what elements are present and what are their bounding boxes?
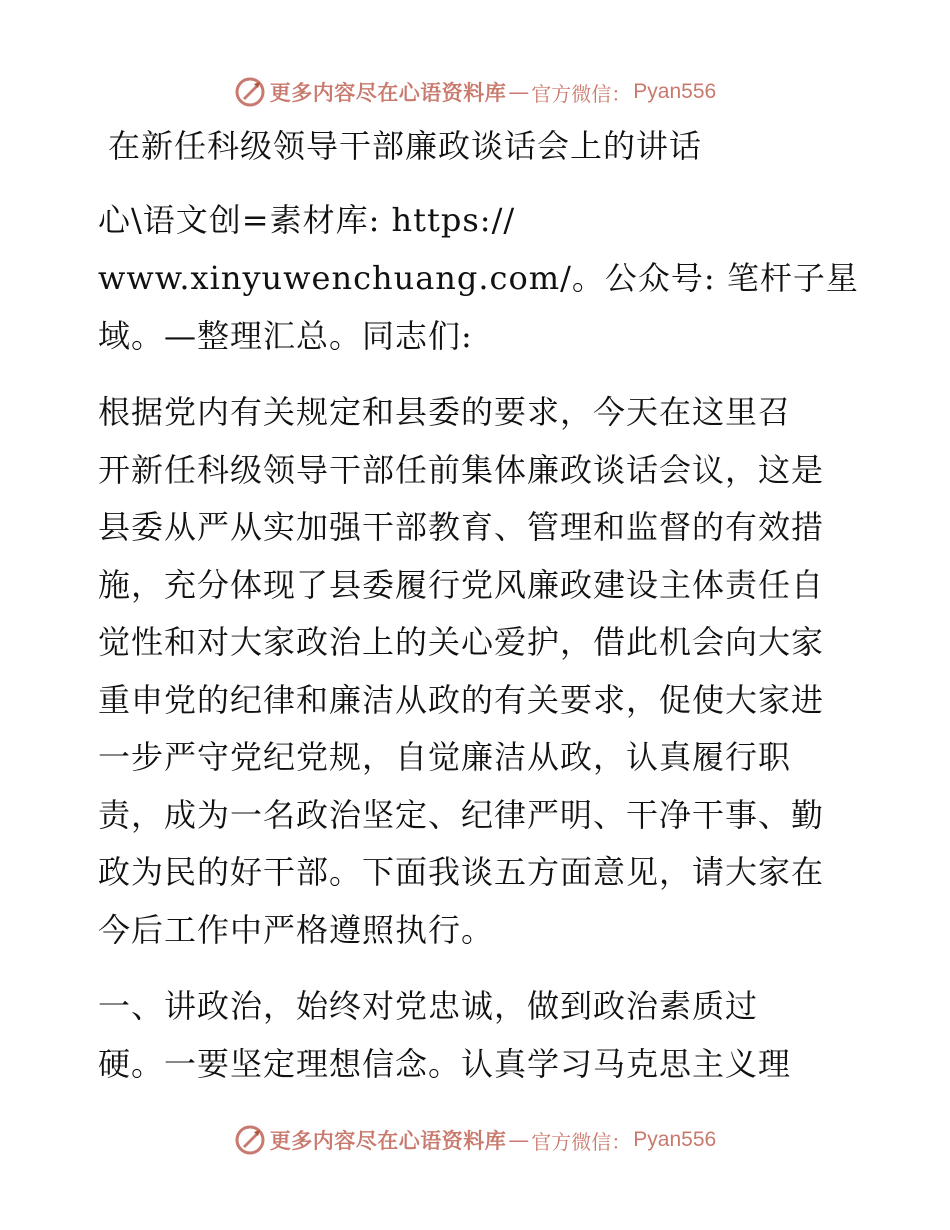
body-line: 政为民的好干部。下面我谈五方面意见，请大家在 — [98, 853, 825, 891]
body-line: 一、讲政治，始终对党忠诚，做到政治素质过 — [98, 987, 759, 1025]
watermark-channel-label: 官方微信： — [531, 1129, 632, 1154]
watermark-brand-text: 更多内容尽在心语资料库 — [269, 81, 507, 105]
top-watermark-banner — [0, 72, 950, 112]
document-title: 在新任科级领导干部廉政谈话会上的讲话 — [108, 127, 703, 165]
body-line: 一步严守党纪党规，自觉廉洁从政，认真履行职 — [98, 738, 792, 776]
bottom-watermark-banner — [0, 1120, 950, 1160]
quill-logo-icon — [234, 76, 266, 108]
body-line: 今后工作中严格遵照执行。 — [98, 911, 495, 949]
quill-logo-icon — [234, 1124, 266, 1156]
body-line: www.xinyuwenchuang.com/。公众号: 笔杆子星 — [98, 259, 859, 297]
body-line: 重申党的纪律和廉洁从政的有关要求，促使大家进 — [98, 681, 825, 719]
body-line: 觉性和对大家政治上的关心爱护，借此机会向大家 — [98, 623, 825, 661]
body-line: 县委从严从实加强干部教育、管理和监督的有效措 — [98, 508, 825, 546]
watermark-channel-id: Pyan556 — [633, 1128, 717, 1151]
watermark-channel-label: 官方微信： — [531, 81, 632, 106]
body-line: 开新任科级领导干部任前集体廉政谈话会议，这是 — [98, 451, 825, 489]
body-line: 责，成为一名政治坚定、纪律严明、干净干事、勤 — [98, 796, 825, 834]
body-line: 根据党内有关规定和县委的要求，今天在这里召 — [98, 393, 792, 431]
watermark-separator: — — [508, 80, 530, 104]
body-line: 心\语文创=素材库: https:// — [98, 201, 516, 239]
body-line: 域。—整理汇总。同志们: — [98, 317, 473, 355]
watermark-separator: — — [508, 1128, 530, 1152]
watermark-brand-text: 更多内容尽在心语资料库 — [269, 1129, 507, 1153]
body-line: 施，充分体现了县委履行党风廉政建设主体责任自 — [98, 566, 825, 604]
body-line: 硬。一要坚定理想信念。认真学习马克思主义理 — [98, 1045, 792, 1083]
watermark-channel-id: Pyan556 — [633, 80, 717, 103]
